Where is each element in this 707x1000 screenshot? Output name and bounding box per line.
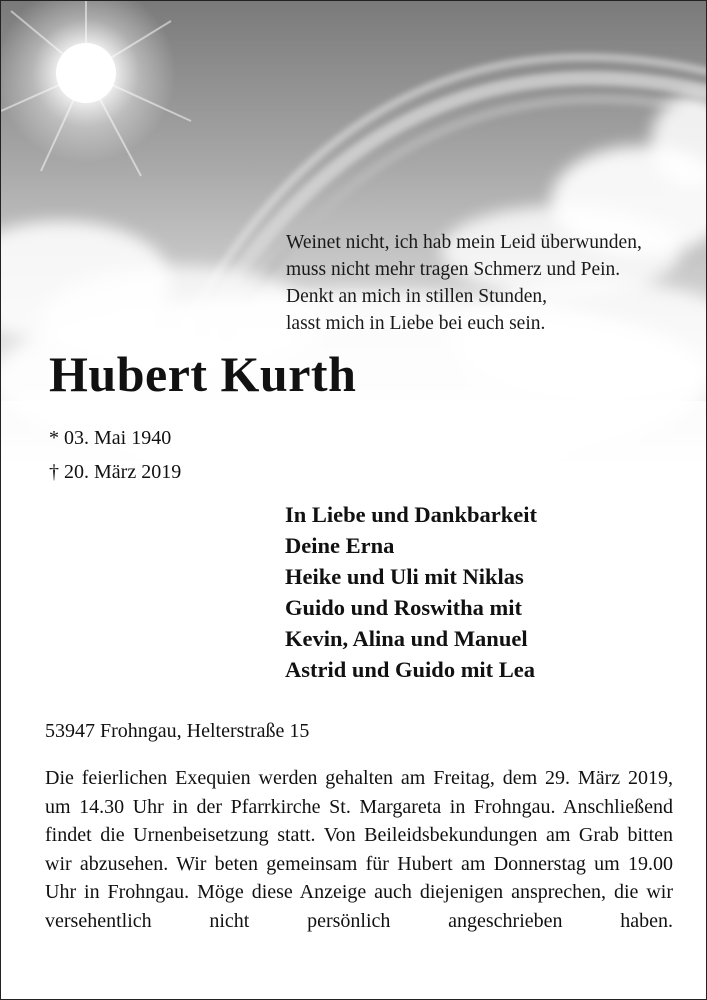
mourner-line: Deine Erna — [285, 533, 395, 558]
poem-quote — [286, 229, 696, 337]
deceased-name: Hubert Kurth — [49, 346, 357, 402]
mourner-line: Kevin, Alina und Manuel — [285, 626, 528, 651]
life-dates — [49, 421, 181, 489]
birth-date: * 03. Mai 1940 — [49, 427, 172, 449]
mourner-line: Heike und Uli mit Niklas — [285, 564, 524, 589]
funeral-notice: Die feierlichen Exequien werden gehalten am Freitag, dem 29. März 2019, um 14.30 Uhr in der Pfarrkirche St. Margareta in Frohngau. Anschließend findet die Urnenbeisetzung statt. Von Beileidsbekundungen am Grab bitten wir abzusehen. Wir beten gemeinsam für Hubert am Donnerstag um 19.00 Uhr in Frohngau. Möge diese Anzeige auch diejenigen ansprechen, die wir versehentlich nicht persönlich angeschrieben haben. — [45, 767, 673, 932]
mourner-line: Guido und Roswitha mit — [285, 595, 522, 620]
poem-line: Denkt an mich in stillen Stunden, — [286, 286, 548, 307]
family-address: 53947 Frohngau, Helterstraße 15 — [45, 720, 310, 742]
poem-line: lasst mich in Liebe bei euch sein. — [286, 313, 546, 334]
poem-line: muss nicht mehr tragen Schmerz und Pein. — [286, 259, 621, 280]
mourner-line: In Liebe und Dankbarkeit — [285, 502, 537, 527]
poem-line: Weinet nicht, ich hab mein Leid überwunden, — [286, 232, 642, 253]
mourner-line: Astrid und Guido mit Lea — [285, 657, 536, 682]
mourners-list — [285, 499, 537, 685]
death-date: † 20. März 2019 — [49, 461, 182, 483]
